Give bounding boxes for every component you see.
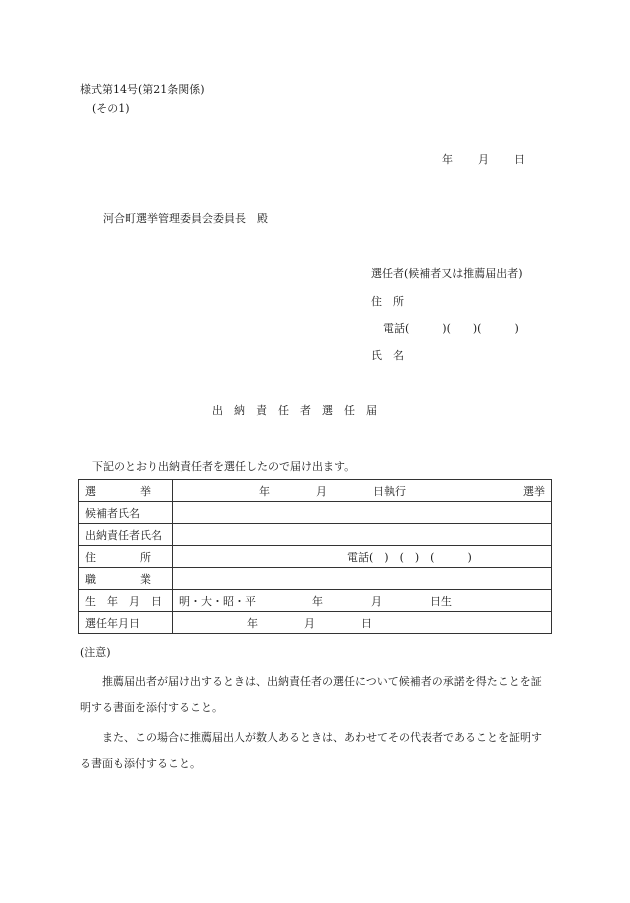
row-label: 住 所	[79, 546, 173, 568]
form-subtitle: (その1)	[92, 102, 130, 115]
row-value[interactable]	[173, 524, 552, 546]
appointer-name-label: 氏 名	[371, 349, 404, 362]
intro-text: 下記のとおり出納責任者を選任したので届け出ます。	[92, 460, 356, 473]
table-row	[79, 524, 552, 546]
table-row	[79, 480, 552, 502]
table-row	[79, 612, 552, 634]
value-part: 電話( ) ( ) ( )	[347, 550, 472, 564]
row-label: 職 業	[79, 568, 173, 590]
table-row	[79, 568, 552, 590]
table-row	[79, 590, 552, 612]
table-row	[79, 502, 552, 524]
row-label: 生 年 月 日	[79, 590, 173, 612]
addressee: 河合町選挙管理委員会委員長 殿	[103, 212, 268, 225]
row-value[interactable]	[173, 590, 552, 612]
value-part: 月	[304, 616, 315, 630]
row-label: 候補者氏名	[79, 502, 173, 524]
value-part: 年	[247, 616, 258, 630]
appointer-title: 選任者(候補者又は推薦届出者)	[371, 267, 523, 280]
date-year: 年	[442, 153, 453, 166]
document-title: 出 納 責 任 者 選 任 届	[212, 404, 377, 417]
value-part: 明・大・昭・平	[179, 594, 256, 608]
notes-heading: (注意)	[80, 646, 111, 659]
value-part: 年	[259, 484, 270, 498]
value-part: 月	[371, 594, 382, 608]
row-label: 出納責任者氏名	[79, 524, 173, 546]
row-value[interactable]	[173, 502, 552, 524]
note-item: 推薦届出者が届け出するときは、出納責任者の選任について候補者の承諾を得たことを証明する書面を添付すること。	[80, 675, 542, 714]
table-row	[79, 546, 552, 568]
value-part: 日	[361, 616, 372, 630]
form-number: 様式第14号(第21条関係)	[80, 83, 205, 96]
value-part: 日執行	[373, 484, 406, 498]
row-value[interactable]	[173, 568, 552, 590]
appointer-address-label: 住 所	[371, 295, 404, 308]
row-label: 選 挙	[79, 480, 173, 502]
row-label: 選任年月日	[79, 612, 173, 634]
appointment-table	[78, 479, 552, 634]
date-line	[442, 151, 525, 167]
appointer-phone-label: 電話( )( )( )	[383, 322, 519, 335]
note-item: また、この場合に推薦届出人が数人あるときは、あわせてその代表者であることを証明する書面も添付すること。	[80, 731, 542, 770]
value-part: 選挙	[523, 484, 545, 498]
row-value[interactable]	[173, 546, 552, 568]
value-part: 月	[316, 484, 327, 498]
value-part: 年	[312, 594, 323, 608]
date-month: 月	[478, 153, 489, 166]
row-value[interactable]	[173, 480, 552, 502]
date-day: 日	[514, 153, 525, 166]
row-value[interactable]	[173, 612, 552, 634]
value-part: 日生	[430, 594, 452, 608]
